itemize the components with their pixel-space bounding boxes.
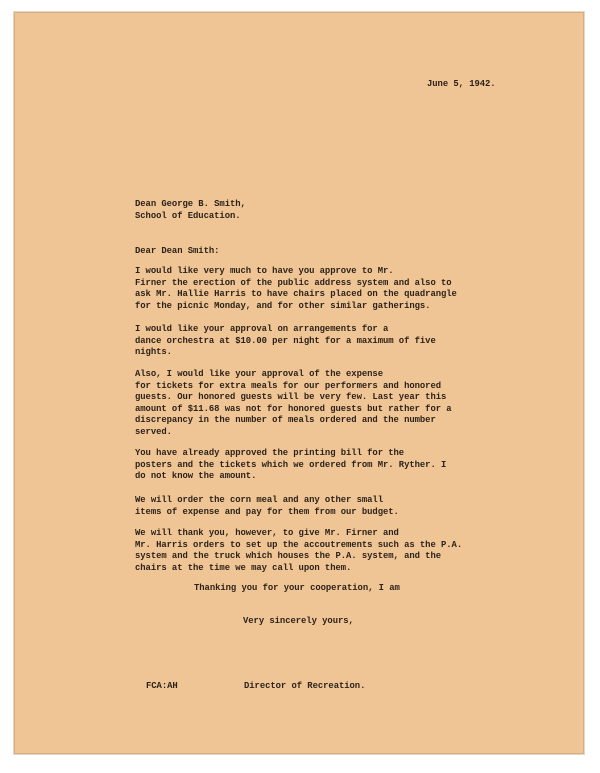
paragraph-line: I would like very much to have you approve to Mr. [135,266,394,276]
reference-initials: FCA:AH [146,681,178,691]
paragraph-dance-orchestra [135,324,520,359]
paragraph-line: served. [135,426,172,437]
paragraph-line: We will order the corn meal and any other small [135,495,383,505]
paragraph-line: posters and the tickets which we ordered from Mr. Ryther. I [135,459,447,470]
paragraph-line: system and the truck which houses the P.A. system, and the [135,551,442,562]
paragraph-line: ask Mr. Hallie Harris to have chairs placed on the quadrangle [135,289,457,300]
paragraph-line: guests. Our honored guests will be very few. Last year this [135,392,447,403]
paragraph-printing-bill [135,448,520,483]
paragraph-line: We will thank you, however, to give Mr. Firner and [135,528,399,538]
paragraph-line: amount of $11.68 was not for honored guests but rather for a [135,403,452,414]
addressee-name: Dean George B. Smith, [135,199,246,209]
paragraph-line: Also, I would like your approval of the expense [135,369,383,379]
paragraph-line: do not know the amount. [135,471,257,482]
paragraph-line: nights. [135,347,172,358]
paragraph-line: dance orchestra at $10.00 per night for a maximum of five [135,335,436,346]
addressee-department: School of Education. [135,210,241,221]
addressee-block [135,199,246,222]
paragraph-line: I would like your approval on arrangements for a [135,324,389,334]
paragraph-corn-meal [135,495,520,518]
signer-title: Director of Recreation. [244,681,366,691]
paragraph-line: Firner the erection of the public address system and also to [135,277,452,288]
paragraph-setup-orders [135,528,520,574]
letter-date: June 5, 1942. [427,79,496,89]
closing-thanks: Thanking you for your cooperation, I am [194,583,400,593]
paragraph-line: discrepancy in the number of meals ordered and the number [135,415,436,426]
paragraph-line: for the picnic Monday, and for other similar gatherings. [135,300,431,311]
paragraph-line: chairs at the time we may call upon them. [135,562,352,573]
letter-page [14,12,584,754]
paragraph-line: items of expense and pay for them from our budget. [135,506,399,517]
salutation: Dear Dean Smith: [135,246,220,256]
paragraph-meal-tickets [135,369,520,438]
paragraph-line: Mr. Harris orders to set up the accoutrements such as the P.A. [135,539,463,550]
paragraph-public-address [135,266,520,312]
paragraph-line: for tickets for extra meals for our performers and honored [135,380,442,391]
complimentary-close: Very sincerely yours, [243,616,354,626]
paragraph-line: You have already approved the printing bill for the [135,448,405,458]
